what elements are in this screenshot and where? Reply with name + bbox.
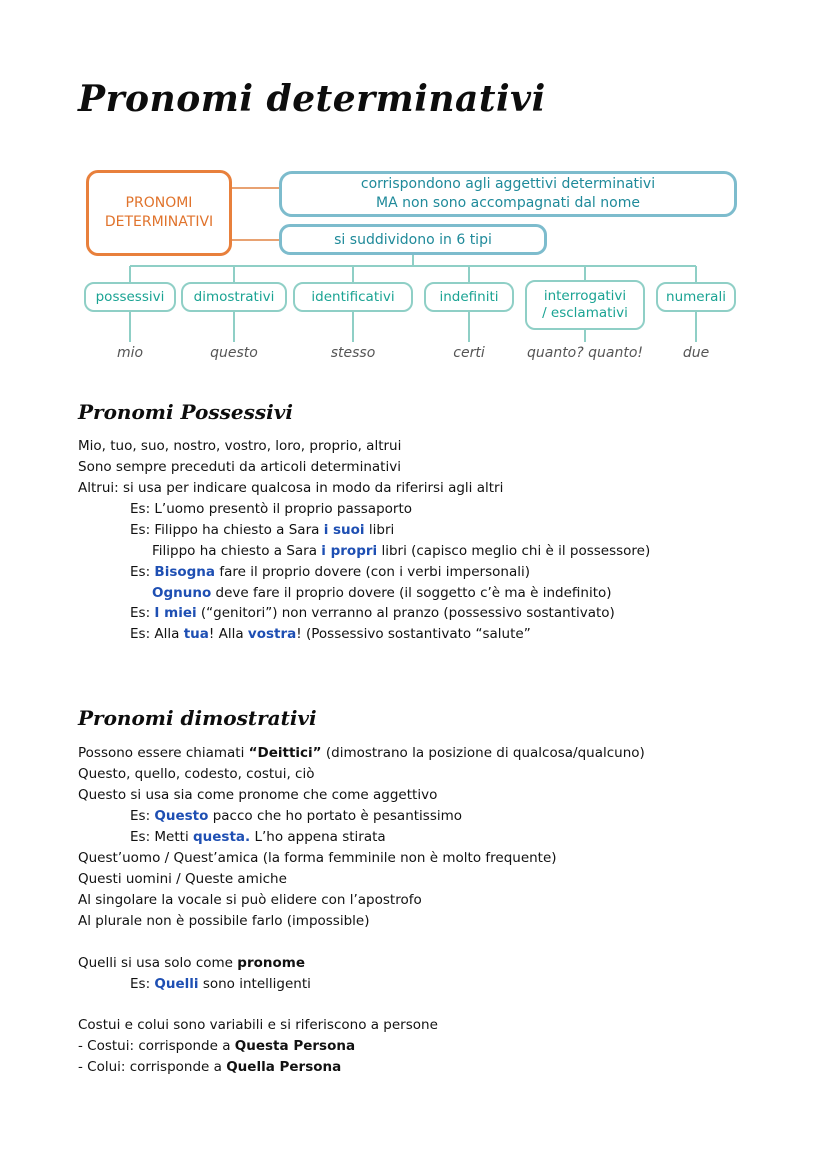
possessivi-line: Mio, tuo, suo, nostro, vostro, loro, proprio, altrui — [78, 438, 402, 454]
dimostrativi-line: Al plurale non è possibile farlo (impossible) — [78, 913, 370, 929]
dimostrativi-line: Al singolare la vocale si può elidere con l’apostrofo — [78, 892, 422, 908]
main-concept-line2: DETERMINATIVI — [104, 214, 214, 230]
possessivi-example: Ognuno deve fare il proprio dovere (il soggetto c’è ma è indefinito) — [152, 585, 612, 601]
example-identificativi: stesso — [330, 345, 376, 361]
dimostrativi-line: Questo, quello, codesto, costui, ciò — [78, 766, 315, 782]
dimostrativi-example: Es: Quelli sono intelligenti — [130, 976, 311, 992]
type-label: interrogativi — [543, 288, 627, 304]
definition-box — [279, 171, 737, 217]
possessivi-example: Es: Alla tua! Alla vostra! (Possessivo sostantivato “salute” — [130, 626, 531, 642]
type-label: identificativi — [311, 288, 395, 305]
example-indefiniti: certi — [453, 345, 485, 361]
example-dimostrativi: questo — [210, 345, 258, 361]
section-title-dimostrativi: Pronomi dimostrativi — [78, 706, 317, 730]
possessivi-line: Sono sempre preceduti da articoli determinativi — [78, 459, 401, 475]
dimostrativi-line: Questo si usa sia come pronome che come aggettivo — [78, 787, 438, 803]
type-label-2: / esclamativi — [542, 305, 628, 321]
possessivi-example: Filippo ha chiesto a Sara i propri libri (capisco meglio chi è il possessore) — [152, 543, 651, 559]
subdivision-box — [279, 224, 547, 255]
type-indefiniti — [424, 282, 514, 312]
dimostrativi-example: Es: Metti questa. L’ho appena stirata — [130, 829, 386, 845]
main-concept-box — [86, 170, 232, 256]
page-title: Pronomi determinativi — [78, 78, 546, 120]
dimostrativi-line: Questi uomini / Queste amiche — [78, 871, 287, 887]
dimostrativi-example: Es: Questo pacco che ho portato è pesantissimo — [130, 808, 463, 824]
type-label: numerali — [666, 288, 726, 305]
dimostrativi-line: Quest’uomo / Quest’amica (la forma femminile non è molto frequente) — [78, 850, 557, 866]
possessivi-example: Es: L’uomo presentò il proprio passaporto — [130, 501, 413, 517]
pronouns-diagram — [78, 160, 748, 378]
definition-line1: corrispondono agli aggettivi determinativi — [360, 176, 656, 192]
possessivi-example: Es: I miei (“genitori”) non verranno al pranzo (possessivo sostantivato) — [130, 605, 615, 621]
type-label: indefiniti — [439, 288, 499, 305]
type-dimostrativi — [181, 282, 287, 312]
dimostrativi-line: Possono essere chiamati “Deittici” (dimostrano la posizione di qualcosa/qualcuno) — [78, 745, 645, 761]
example-numerali: due — [682, 345, 710, 361]
type-possessivi — [84, 282, 176, 312]
main-concept-line1: PRONOMI — [125, 195, 193, 211]
type-label: dimostrativi — [193, 288, 275, 305]
possessivi-example: Es: Bisogna fare il proprio dovere (con i verbi impersonali) — [130, 564, 530, 580]
dimostrativi-list-item: - Colui: corrisponde a Quella Persona — [78, 1059, 342, 1075]
type-numerali — [656, 282, 736, 312]
example-interrogativi: quanto? quanto! — [526, 345, 644, 361]
definition-line2: MA non sono accompagnati dal nome — [376, 195, 640, 211]
dimostrativi-line: Costui e colui sono variabili e si riferiscono a persone — [78, 1017, 438, 1033]
possessivi-example: Es: Filippo ha chiesto a Sara i suoi libri — [130, 522, 395, 538]
type-label: possessivi — [95, 288, 165, 305]
dimostrativi-line: Quelli si usa solo come pronome — [78, 955, 306, 971]
possessivi-line: Altrui: si usa per indicare qualcosa in modo da riferirsi agli altri — [78, 480, 504, 496]
type-interrogativi — [525, 280, 645, 330]
type-identificativi — [293, 282, 413, 312]
example-possessivi: mio — [116, 345, 144, 361]
section-title-possessivi: Pronomi Possessivi — [78, 400, 293, 424]
dimostrativi-list-item: - Costui: corrisponde a Questa Persona — [78, 1038, 356, 1054]
subdivision-text: si suddividono in 6 tipi — [334, 231, 492, 248]
